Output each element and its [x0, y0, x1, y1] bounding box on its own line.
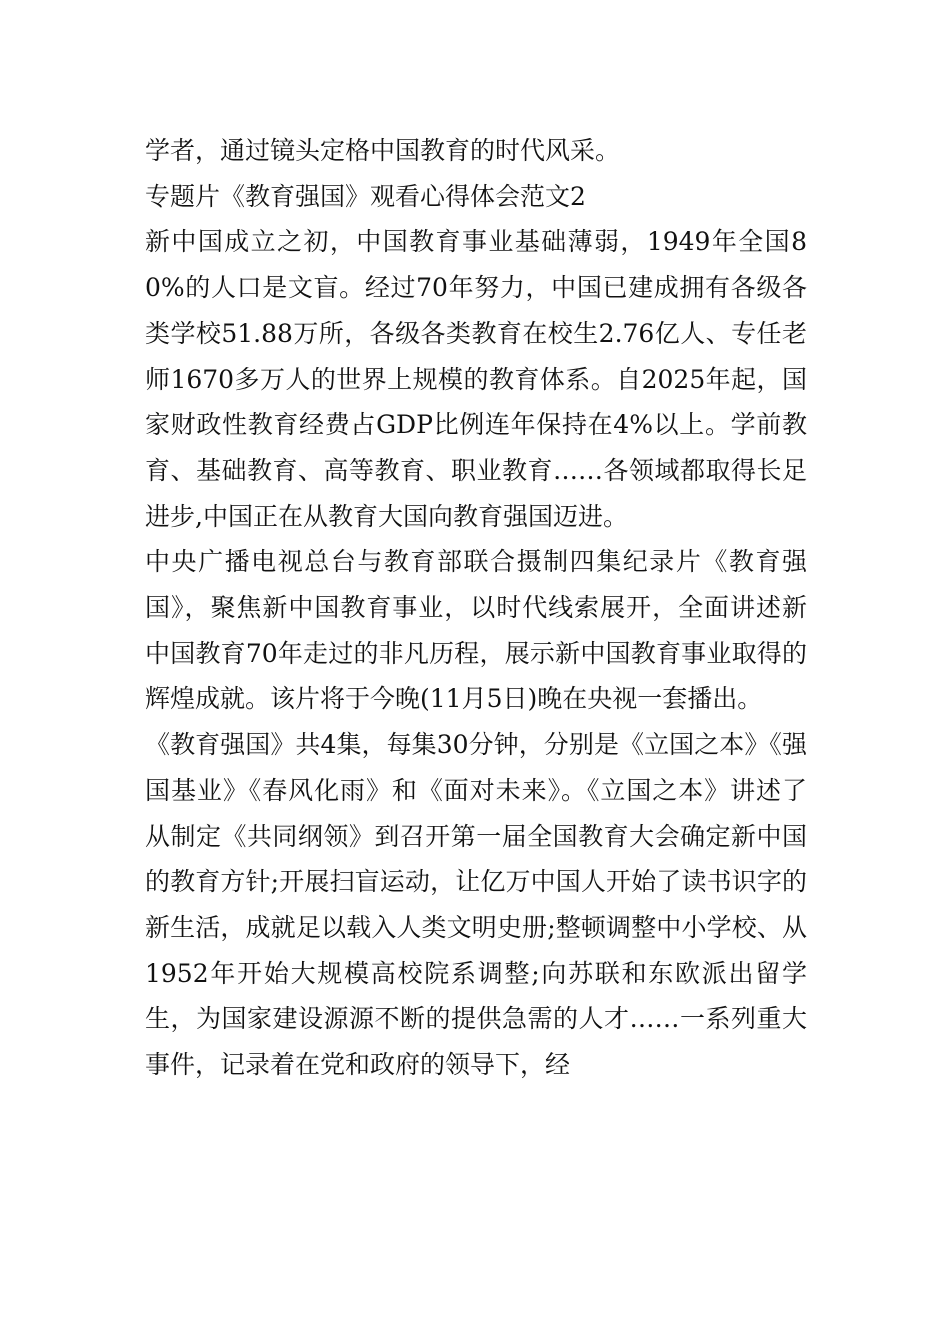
paragraph-continuation: 学者，通过镜头定格中国教育的时代风采。	[145, 136, 621, 165]
paragraph-education-history: 新中国成立之初，中国教育事业基础薄弱，1949年全国80%的人口是文盲。经过70年努力，中国已建成拥有各级各类学校51.88万所，各级各类教育在校生2.76亿人、专任老师1670多万人的世界上规模的教育体系。自2025年起，国家财政性教育经费占GDP比例连年保持在4%以上。学前教育、基础教育、高等教育、职业教育……各领域都取得长足进步,中国正在从教育大国向教育强国迈进。	[145, 227, 807, 531]
paragraph-episodes: 《教育强国》共4集，每集30分钟，分别是《立国之本》《强国基业》《春风化雨》和《面对未来》。《立国之本》讲述了从制定《共同纲领》到召开第一届全国教育大会确定新中国的教育方针;开展扫盲运动，让亿万中国人开始了读书识字的新生活，成就足以载入人类文明史册;整顿调整中小学校、从1952年开始大规模高校院系调整;向苏联和东欧派出留学生，为国家建设源源不断的提供急需的人才……一系列重大事件，记录着在党和政府的领导下，经	[145, 730, 807, 1080]
section-heading: 专题片《教育强国》观看心得体会范文2	[145, 181, 586, 211]
paragraph-documentary-intro: 中央广播电视总台与教育部联合摄制四集纪录片《教育强国》，聚焦新中国教育事业，以时代线索展开，全面讲述新中国教育70年走过的非凡历程，展示新中国教育事业取得的辉煌成就。该片将于今晚(11月5日)晚在央视一套播出。	[145, 547, 807, 714]
document-body	[145, 128, 807, 1088]
